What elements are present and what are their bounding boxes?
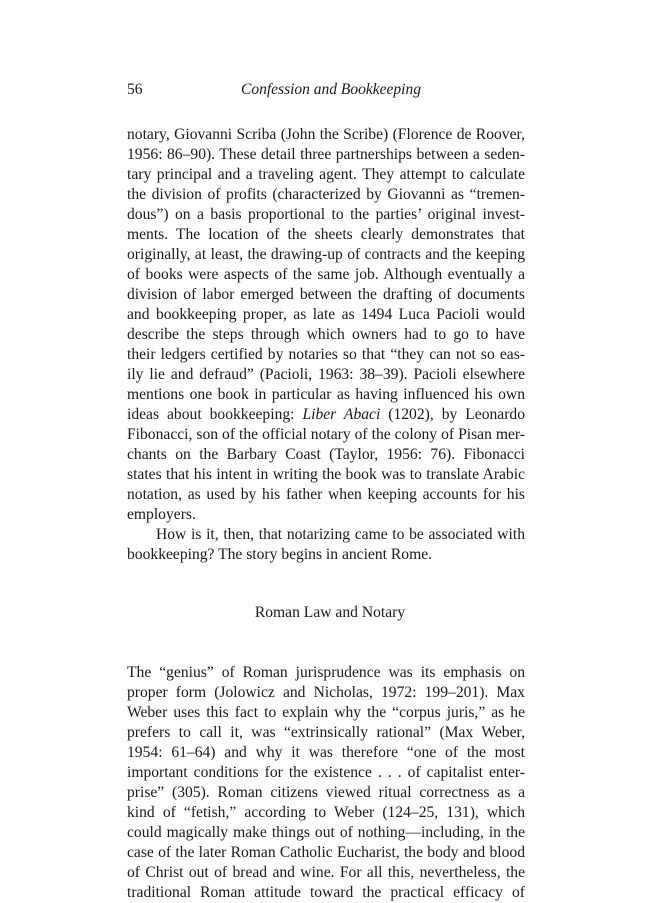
text-line: chants on the Barbary Coast (Taylor, 1956: 76). Fibonacci <box>127 446 525 463</box>
text-line: tary principal and a traveling agent. They attempt to calculate <box>127 166 525 183</box>
text-line: ments. The location of the sheets clearly demonstrates that <box>127 226 525 243</box>
text-line: notation, as used by his father when keeping accounts for his <box>127 486 525 503</box>
text-line: originally, at least, the drawing-up of contracts and the keeping <box>127 246 525 263</box>
book-title: Liber Abaci <box>302 406 381 423</box>
body-text <box>127 125 525 903</box>
text-line: employers. <box>127 506 196 523</box>
text-line: How is it, then, that notarizing came to be associated with <box>156 526 525 543</box>
text-line: of books were aspects of the same job. Although eventually a <box>127 266 525 283</box>
paragraph-3 <box>127 663 525 903</box>
text-line: the division of profits (characterized by Giovanni as “tremen- <box>127 186 525 203</box>
text-line: prefers to call it, was “extrinsically rational” (Max Weber, <box>127 724 525 741</box>
book-page <box>127 78 525 903</box>
paragraph-2 <box>127 525 525 565</box>
text-line: describe the steps through which owners had to go to have <box>127 326 525 343</box>
text-line: mentions one book in particular as having influenced his own <box>127 386 525 403</box>
text-line: bookkeeping? The story begins in ancient Rome. <box>127 546 433 563</box>
text-line: and bookkeeping proper, as late as 1494 Luca Pacioli would <box>127 306 525 323</box>
text-line: 1954: 61–64) and why it was therefore “one of the most <box>127 744 525 761</box>
text-line: of Christ out of bread and wine. For all this, nevertheless, the <box>127 864 525 881</box>
text-line: 1956: 86–90). These detail three partnerships between a seden- <box>127 146 525 163</box>
text-line: kind of “fetish,” according to Weber (124–25, 131), which <box>127 804 525 821</box>
text-line: important conditions for the existence . . . of capitalist enter- <box>127 764 525 781</box>
text-line: ideas about bookkeeping: Liber Abaci (1202), by Leonardo <box>127 406 525 423</box>
text-line: ily lie and defraud” (Pacioli, 1963: 38–39). Pacioli elsewhere <box>127 366 525 383</box>
text-line: case of the later Roman Catholic Eucharist, the body and blood <box>127 844 525 861</box>
running-title: Confession and Bookkeeping <box>241 81 421 98</box>
text-line: states that his intent in writing the book was to translate Arabic <box>127 466 525 483</box>
page-number: 56 <box>127 81 143 98</box>
text-line: could magically make things out of nothing—including, in the <box>127 824 525 841</box>
text-line: dous”) on a basis proportional to the parties’ original invest- <box>127 206 525 223</box>
text-line: proper form (Jolowicz and Nicholas, 1972: 199–201). Max <box>127 684 525 701</box>
text-line: notary, Giovanni Scriba (John the Scribe) (Florence de Roover, <box>127 126 525 143</box>
text-line: Fibonacci, son of the official notary of the colony of Pisan mer- <box>127 426 525 443</box>
text-line: their ledgers certified by notaries so that “they can not so eas- <box>127 346 525 363</box>
running-head <box>127 78 525 102</box>
text-line: prise” (305). Roman citizens viewed ritual correctness as a <box>127 784 525 801</box>
text-line: The “genius” of Roman jurisprudence was its emphasis on <box>127 664 525 681</box>
text-line: Weber uses this fact to explain why the “corpus juris,” as he <box>127 704 525 721</box>
section-heading: Roman Law and Notary <box>254 604 406 621</box>
text-line: traditional Roman attitude toward the practical efficacy of <box>127 884 525 901</box>
text-line: division of labor emerged between the drafting of documents <box>127 286 525 303</box>
paragraph-1 <box>127 125 525 525</box>
